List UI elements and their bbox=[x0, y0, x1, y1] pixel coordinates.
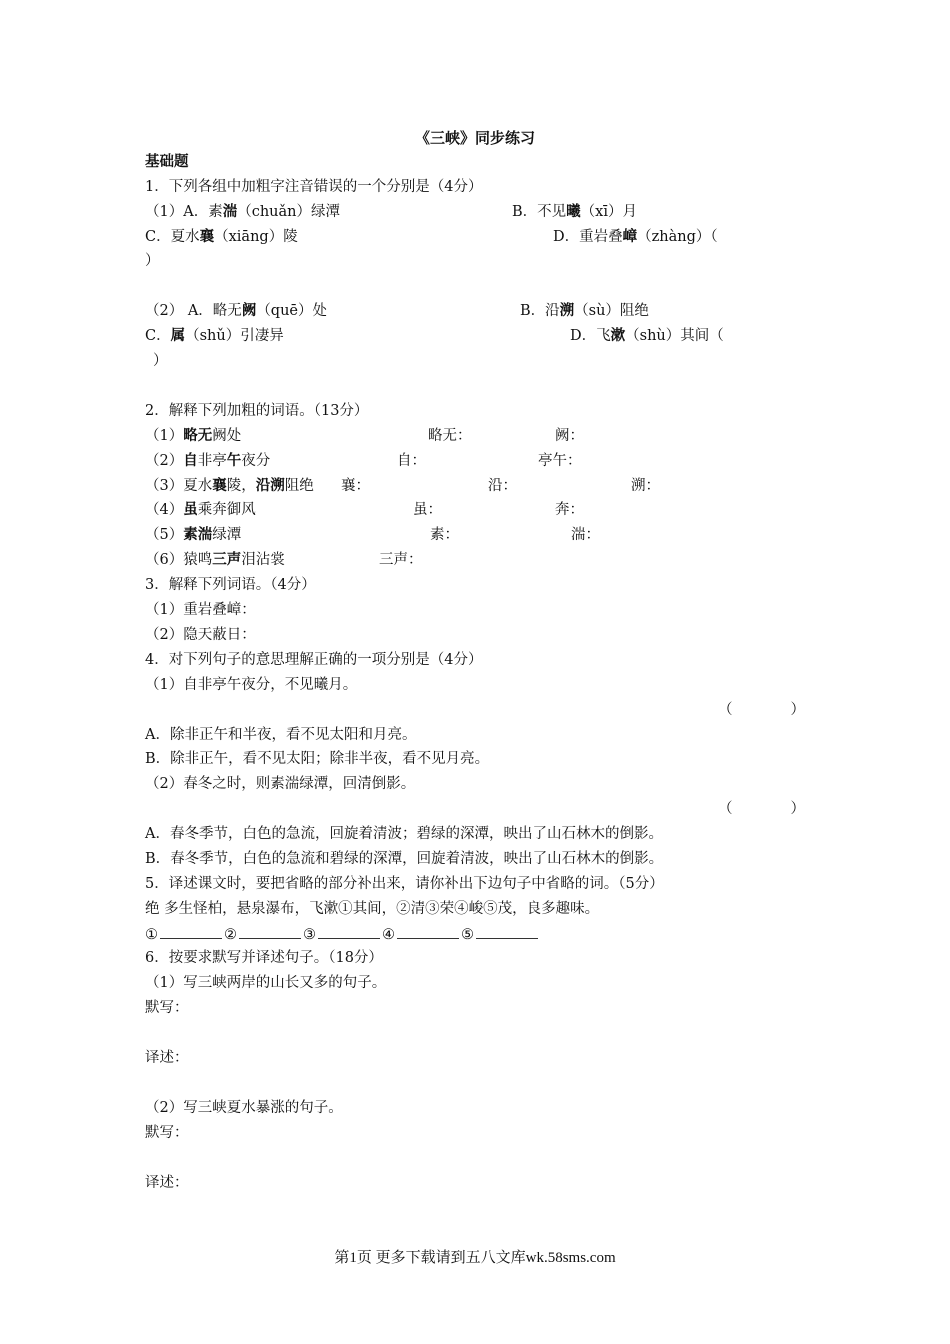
q5-text: 绝 多生怪柏，悬泉瀑布，飞漱①其间，②清③荣④峻⑤茂，良多趣味。 bbox=[145, 901, 600, 917]
q4-s2-option-a: A．春冬季节，白色的急流，回旋着清波；碧绿的深潭，映出了山石林木的倒影。 bbox=[145, 826, 663, 842]
q4-answer-paren-2: （ ） bbox=[718, 801, 805, 817]
q1-p1-option-c: C．夏水襄（xiāng）陵 bbox=[145, 229, 298, 245]
q4-s2-option-b: B．春冬季节，白色的急流和碧绿的深潭，回旋着清波，映出了山石林木的倒影。 bbox=[145, 851, 664, 867]
q5-blank-2[interactable] bbox=[239, 924, 301, 939]
q5-blank-1[interactable] bbox=[160, 924, 222, 939]
q2-row-2: （2）自非亭午夜分 bbox=[145, 453, 271, 469]
q2-row-5: （5）素湍绿潭 bbox=[145, 527, 242, 543]
q4-stem: 4．对下列句子的意思理解正确的一项分别是（4分） bbox=[145, 652, 483, 668]
q1-p2-option-b: B．沿溯（sù）阻绝 bbox=[520, 303, 649, 319]
q4-sentence-1: （1）自非亭午夜分，不见曦月。 bbox=[145, 677, 358, 693]
q5-blank-3[interactable] bbox=[318, 924, 380, 939]
q2-row-1-key-2: 阙： bbox=[555, 428, 584, 444]
q1-p2-option-c: C．属（shǔ）引凄异 bbox=[145, 328, 284, 344]
q1-p2-option-a: （2） A．略无阙（quē）处 bbox=[145, 303, 328, 319]
q5-blank-4[interactable] bbox=[397, 924, 459, 939]
q5-stem: 5．译述课文时，要把省略的部分补出来，请你补出下边句子中省略的词。（5分） bbox=[145, 876, 664, 892]
q2-row-3: （3）夏水襄陵，沿溯阻绝 bbox=[145, 478, 314, 494]
q1-p2-answer-close: ） bbox=[153, 353, 168, 369]
q2-row-4: （4）虽乘奔御风 bbox=[145, 502, 256, 518]
q6-part-2: （2）写三峡夏水暴涨的句子。 bbox=[145, 1100, 343, 1116]
q2-row-5-key-1: 素： bbox=[430, 527, 459, 543]
q2-row-6-key-1: 三声： bbox=[379, 552, 423, 568]
q1-p1-option-b: B．不见曦（xī）月 bbox=[512, 204, 637, 220]
q3-stem: 3．解释下列词语。（4分） bbox=[145, 577, 316, 593]
q6-p1-translation-label: 译述： bbox=[145, 1050, 189, 1066]
q5-blanks: ① ② ③ ④ ⑤ bbox=[145, 924, 540, 945]
q4-answer-paren-1: （ ） bbox=[718, 702, 805, 718]
q2-row-6: （6）猿鸣三声泪沾裳 bbox=[145, 552, 285, 568]
q2-row-5-key-2: 湍： bbox=[571, 527, 600, 543]
q1-stem: 1．下列各组中加粗字注音错误的一个分别是（4分） bbox=[145, 179, 483, 195]
q1-p1-option-d: D．重岩叠嶂（zhàng）（ bbox=[553, 229, 718, 245]
q1-p1-answer-close: ） bbox=[145, 253, 160, 269]
q2-row-3-key-0: 襄： bbox=[341, 478, 370, 494]
q2-row-3-key-1: 沿： bbox=[488, 478, 517, 494]
q4-s1-option-b: B．除非正午，看不见太阳；除非半夜，看不见月亮。 bbox=[145, 751, 490, 767]
q1-p1-option-a: （1）A．素湍（chuǎn）绿潭 bbox=[145, 204, 340, 220]
q6-p1-dictation-label: 默写： bbox=[145, 1000, 189, 1016]
section-heading: 基础题 bbox=[145, 154, 189, 170]
q4-s1-option-a: A．除非正午和半夜，看不见太阳和月亮。 bbox=[145, 727, 417, 743]
q2-row-2-key-1: 自： bbox=[397, 453, 426, 469]
q1-p2-option-d: D．飞漱（shù）其间（ bbox=[570, 328, 724, 344]
q2-row-3-key-2: 溯： bbox=[631, 478, 660, 494]
q6-stem: 6．按要求默写并译述句子。（18分） bbox=[145, 950, 383, 966]
q4-sentence-2: （2）春冬之时，则素湍绿潭，回清倒影。 bbox=[145, 776, 416, 792]
q2-stem: 2．解释下列加粗的词语。（13分） bbox=[145, 403, 369, 419]
q2-row-1: （1）略无阙处 bbox=[145, 428, 242, 444]
q6-part-1: （1）写三峡两岸的山长又多的句子。 bbox=[145, 975, 387, 991]
q5-blank-5[interactable] bbox=[476, 924, 538, 939]
q2-row-4-key-2: 奔： bbox=[555, 502, 584, 518]
q2-row-1-key-1: 略无： bbox=[428, 428, 472, 444]
q2-row-4-key-1: 虽： bbox=[413, 502, 442, 518]
q2-row-2-key-2: 亭午： bbox=[538, 453, 582, 469]
q6-p2-translation-label: 译述： bbox=[145, 1175, 189, 1191]
q6-p2-dictation-label: 默写： bbox=[145, 1125, 189, 1141]
q3-item-2: （2）隐天蔽日： bbox=[145, 627, 256, 643]
document-title: 《三峡》同步练习 bbox=[414, 129, 535, 147]
q3-item-1: （1）重岩叠嶂： bbox=[145, 602, 256, 618]
page-footer: 第1页 更多下载请到五八文库wk.58sms.com bbox=[334, 1250, 616, 1266]
